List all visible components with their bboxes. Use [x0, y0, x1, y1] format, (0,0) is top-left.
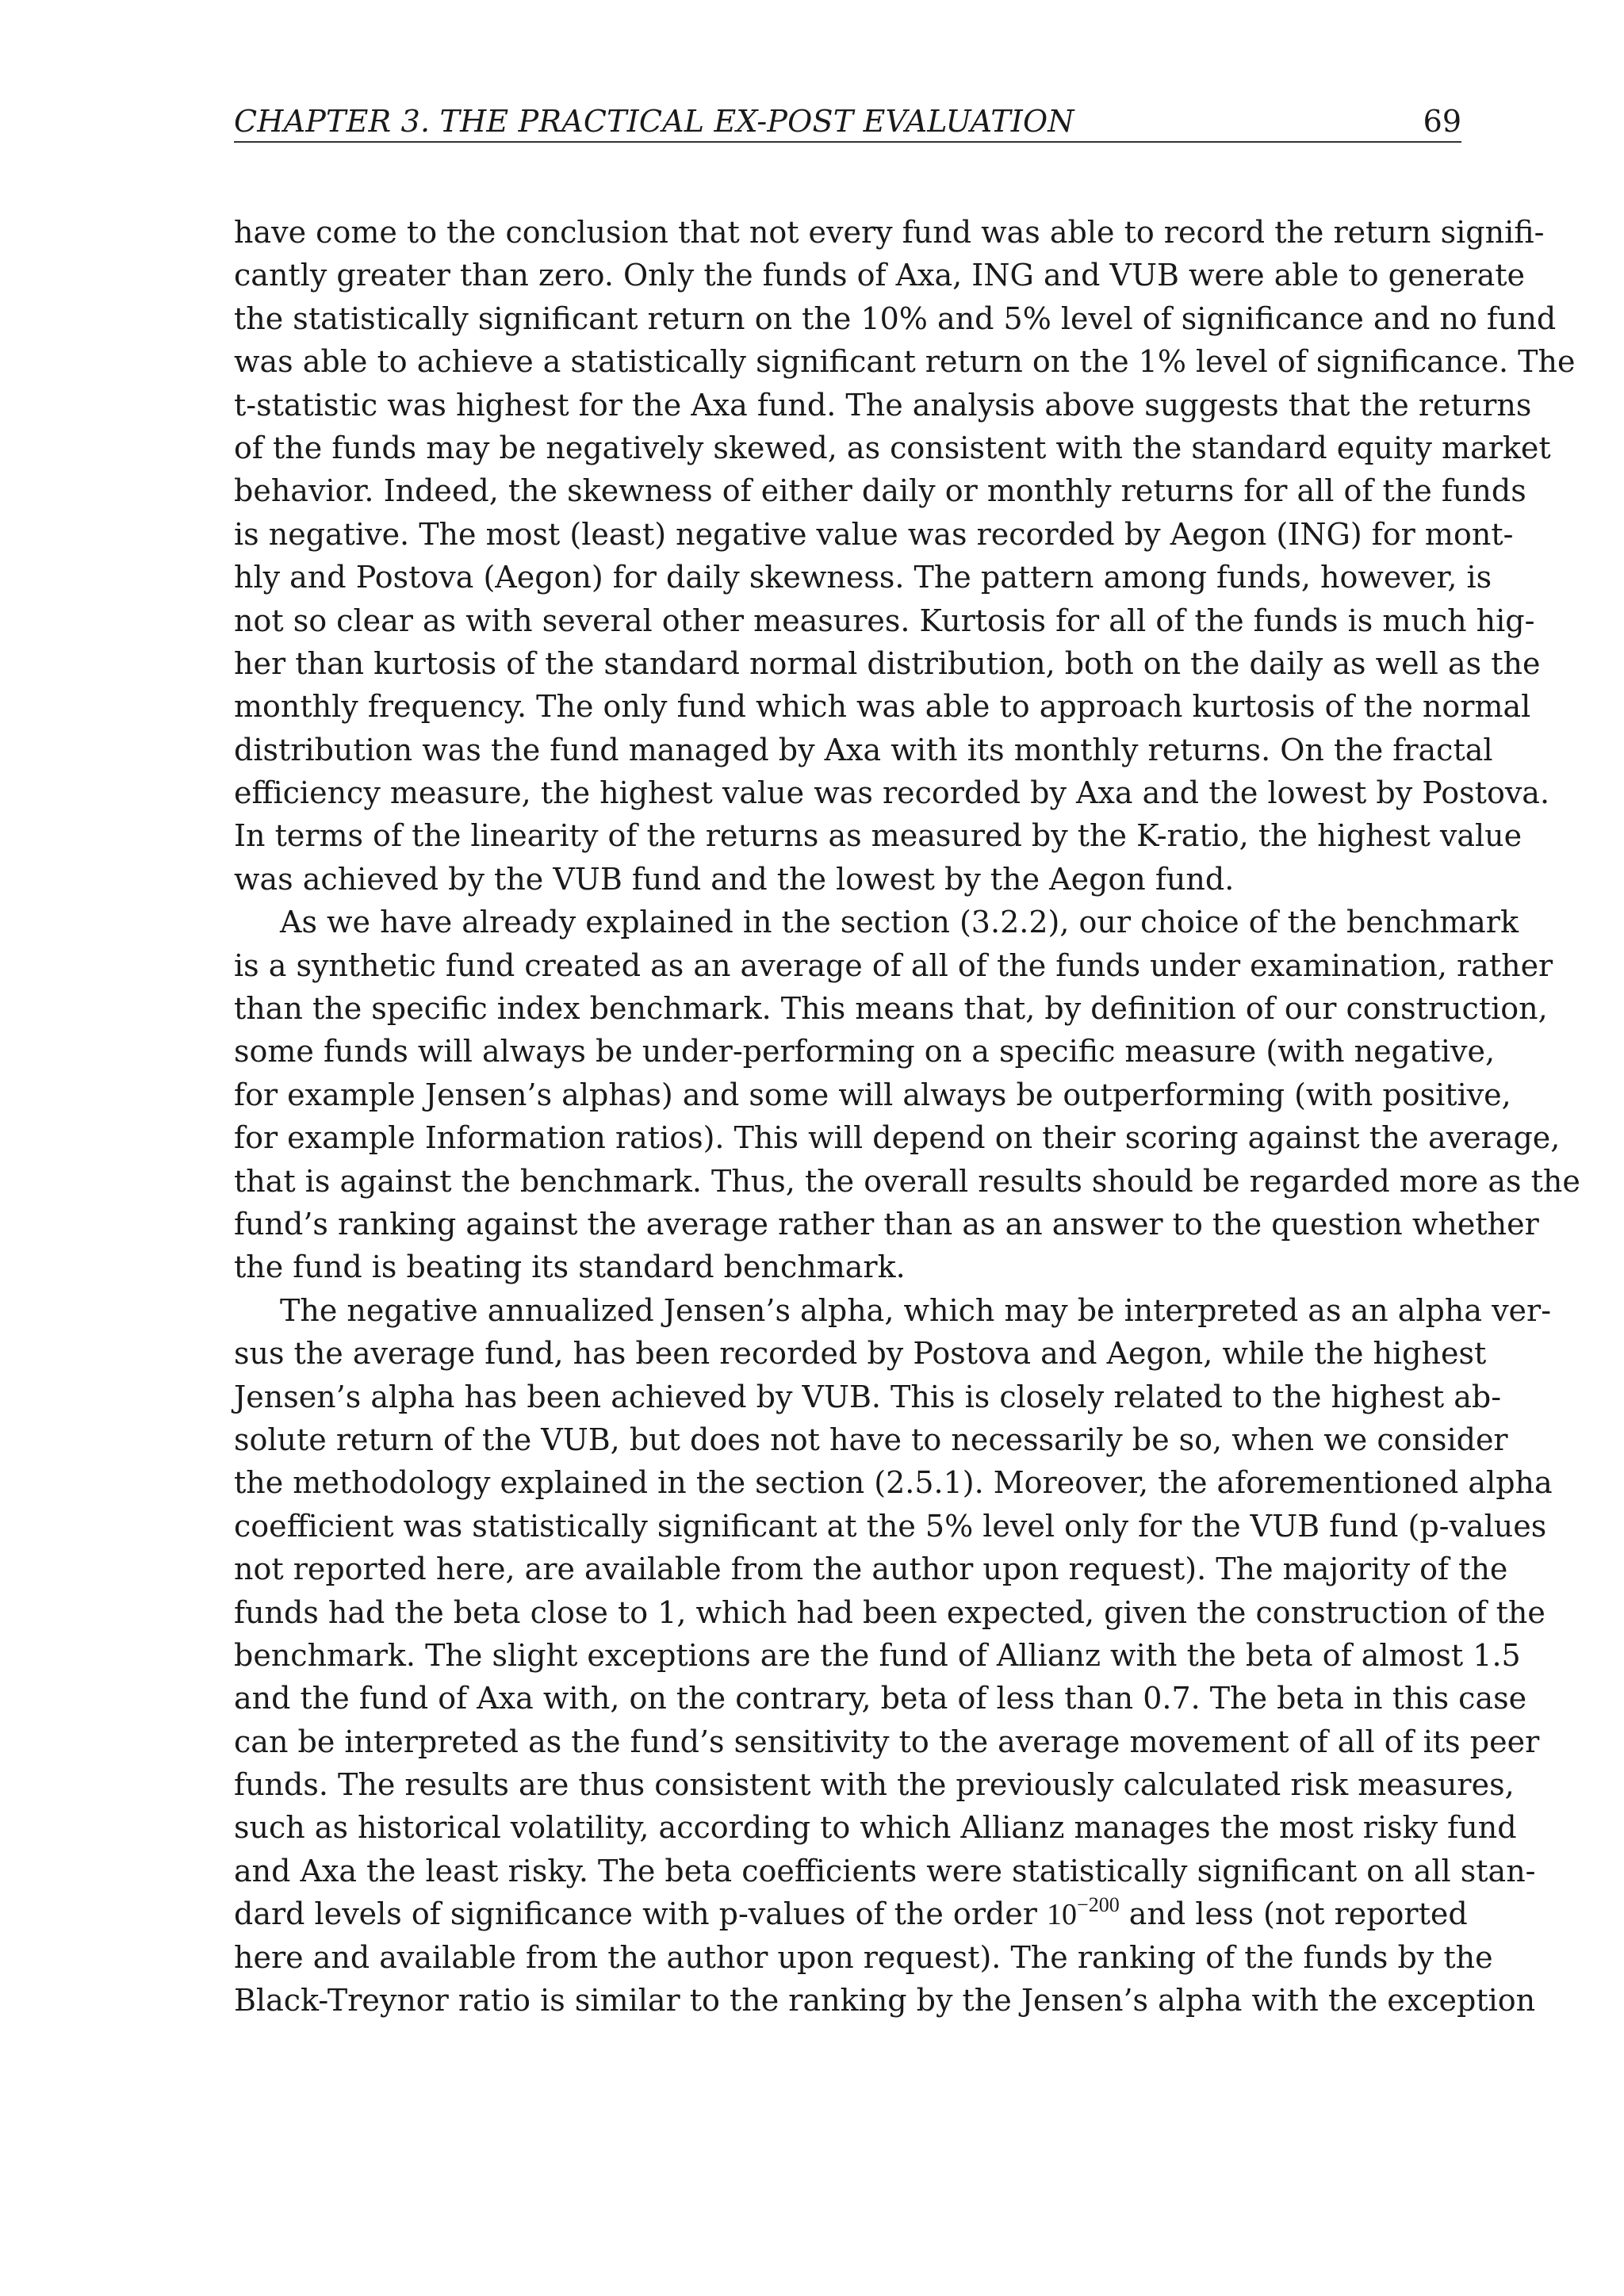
text-line: the statistically significant return on the 10% and 5% level of significance and no fund [234, 300, 1557, 336]
text-line: her than kurtosis of the standard normal distribution, both on the daily as well as the [234, 645, 1541, 681]
body-text [234, 211, 1580, 2022]
text-fragment: and less (not reported [1119, 1896, 1468, 1932]
text-line: such as historical volatility, according to which Allianz manages the most risky fund [234, 1810, 1517, 1846]
text-line: than the specific index benchmark. This means that, by definition of our construction, [234, 991, 1548, 1027]
text-line: for example Jensen’s alphas) and some will always be outperforming (with positive, [234, 1077, 1511, 1112]
paragraph-1 [234, 211, 1576, 901]
text-line: some funds will always be under-performing on a specific measure (with negative, [234, 1034, 1496, 1070]
text-line: distribution was the fund managed by Axa with its monthly returns. On the fractal [234, 732, 1493, 767]
text-fragment: dard levels of significance with p-values of the order [234, 1896, 1048, 1932]
text-line: sus the average fund, has been recorded by Postova and Aegon, while the highest [234, 1336, 1487, 1372]
running-header [234, 101, 1461, 143]
paragraph-3 [234, 1289, 1553, 2022]
text-line: benchmark. The slight exceptions are the fund of Allianz with the beta of almost 1.5 [234, 1637, 1521, 1673]
paragraph-2 [234, 901, 1580, 1289]
text-line: and Axa the least risky. The beta coefficients were statistically significant on all stan- [234, 1853, 1536, 1888]
math-exponent: −200 [1077, 1893, 1120, 1917]
text-line: fund’s ranking against the average rather than as an answer to the question whether [234, 1206, 1539, 1242]
text-line: can be interpreted as the fund’s sensitivity to the average movement of all of its peer [234, 1724, 1540, 1759]
text-line: The negative annualized Jensen’s alpha, which may be interpreted as an alpha ver- [280, 1292, 1552, 1328]
text-line: t-statistic was highest for the Axa fund. The analysis above suggests that the returns [234, 387, 1532, 423]
text-line: Jensen’s alpha has been achieved by VUB. This is closely related to the highest ab- [234, 1379, 1502, 1414]
text-line: funds. The results are thus consistent with the previously calculated risk measures, [234, 1767, 1515, 1803]
text-line: and the fund of Axa with, on the contrary, beta of less than 0.7. The beta in this case [234, 1681, 1527, 1716]
text-line: is negative. The most (least) negative value was recorded by Aegon (ING) for mont- [234, 516, 1514, 552]
text-line: the methodology explained in the section (2.5.1). Moreover, the aforementioned alpha [234, 1465, 1553, 1501]
text-line: coefficient was statistically significant at the 5% level only for the VUB fund (p-values [234, 1508, 1547, 1544]
text-line: not reported here, are available from the author upon request). The majority of the [234, 1552, 1508, 1587]
text-line: solute return of the VUB, but does not have to necessarily be so, when we consider [234, 1422, 1508, 1457]
text-line: that is against the benchmark. Thus, the overall results should be regarded more as the [234, 1163, 1580, 1199]
text-line: behavior. Indeed, the skewness of either daily or monthly returns for all of the funds [234, 473, 1526, 509]
text-line: Black-Treynor ratio is similar to the ranking by the Jensen’s alpha with the exception [234, 1983, 1536, 2019]
math-power-of-ten [1047, 1893, 1120, 1932]
text-line: for example Information ratios). This will depend on their scoring against the average, [234, 1120, 1561, 1156]
text-line: funds had the beta close to 1, which had been expected, given the construction of the [234, 1594, 1545, 1630]
text-line-with-math [234, 1892, 1468, 1935]
text-line: efficiency measure, the highest value was recorded by Axa and the lowest by Postova. [234, 775, 1550, 811]
text-line: the fund is beating its standard benchmark. [234, 1249, 906, 1285]
text-line: have come to the conclusion that not every fund was able to record the return signifi- [234, 215, 1545, 250]
text-line: was achieved by the VUB fund and the lowest by the Aegon fund. [234, 861, 1235, 897]
text-line: here and available from the author upon request). The ranking of the funds by the [234, 1939, 1493, 1975]
text-line: not so clear as with several other measures. Kurtosis for all of the funds is much hig- [234, 603, 1535, 638]
text-line: cantly greater than zero. Only the funds of Axa, ING and VUB were able to generate [234, 258, 1526, 293]
text-line: As we have already explained in the section (3.2.2), our choice of the benchmark [280, 905, 1519, 940]
text-line: monthly frequency. The only fund which was able to approach kurtosis of the normal [234, 689, 1531, 725]
text-line: of the funds may be negatively skewed, as consistent with the standard equity market [234, 430, 1551, 465]
text-line: hly and Postova (Aegon) for daily skewness. The pattern among funds, however, is [234, 560, 1492, 595]
page-number: 69 [1423, 104, 1461, 139]
math-base: 10 [1047, 1898, 1078, 1932]
text-line: is a synthetic fund created as an average of all of the funds under examination, rather [234, 947, 1553, 983]
text-line: In terms of the linearity of the returns as measured by the K-ratio, the highest value [234, 818, 1522, 854]
chapter-title: CHAPTER 3. THE PRACTICAL EX-POST EVALUATION [234, 104, 1074, 139]
text-line: was able to achieve a statistically significant return on the 1% level of significance. The [234, 344, 1576, 380]
